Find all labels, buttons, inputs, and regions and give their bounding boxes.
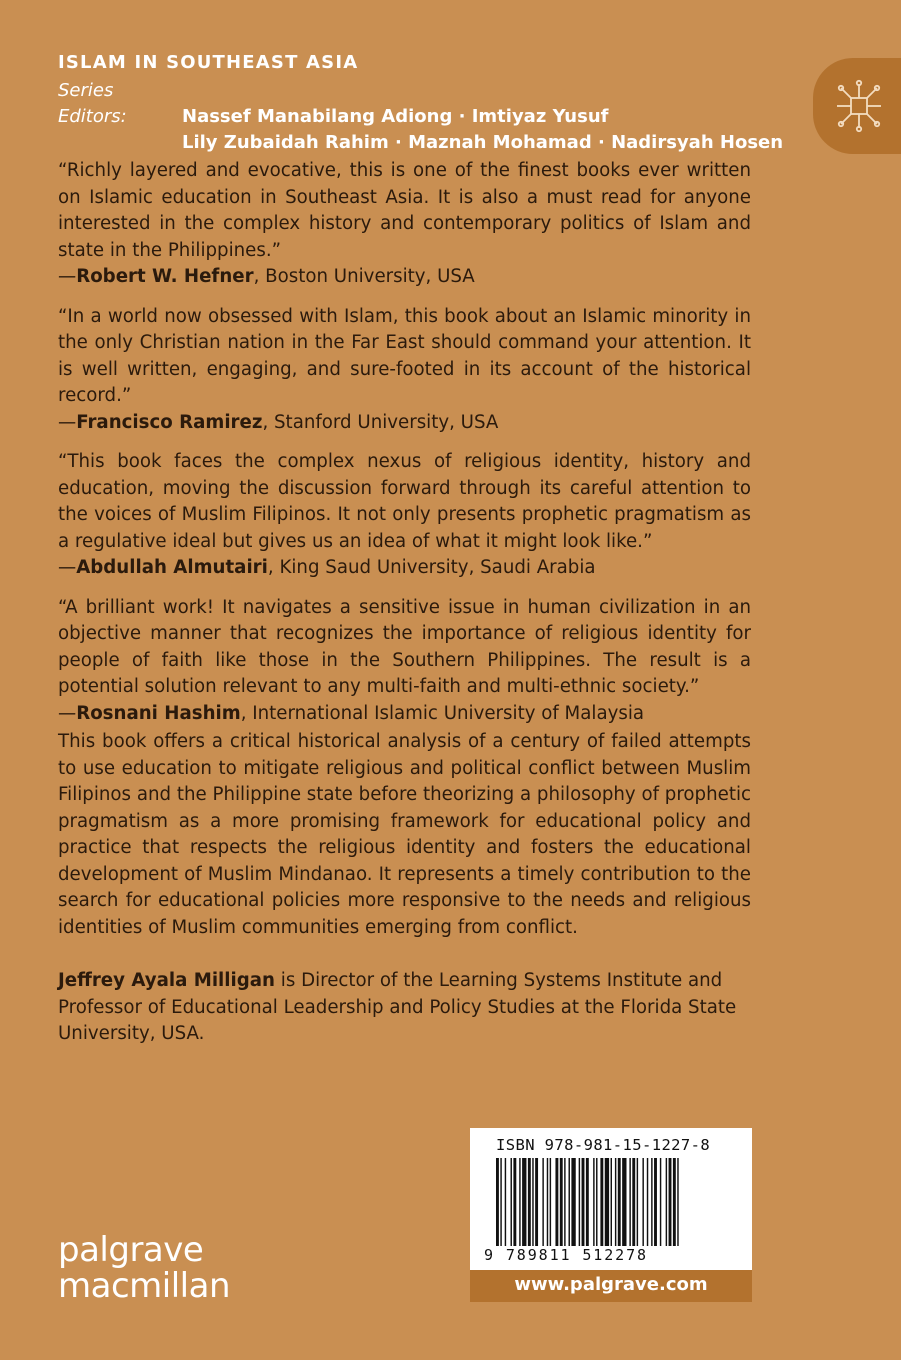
author-name: Jeffrey Ayala Milligan xyxy=(58,970,275,991)
endorser-affiliation: , International Islamic University of Malaysia xyxy=(240,702,645,724)
endorsement-text: “Richly layered and evocative, this is one of the finest books ever written on Islamic education in Southeast Asia. It is also a must read for anyone interested in the complex history and contemporary politics of Islam and state in the Philippines.” xyxy=(58,160,751,261)
endorser-affiliation: , Stanford University, USA xyxy=(262,411,499,433)
endorser-affiliation: , King Saud University, Saudi Arabia xyxy=(267,557,596,578)
palgrave-emblem-badge xyxy=(813,58,901,154)
series-editors-label: Series Editors: xyxy=(58,80,127,127)
endorser-name: Robert W. Hefner xyxy=(76,266,254,287)
endorsement-text: “A brilliant work! It navigates a sensitive issue in human civilization in an objective manner that recognizes the importance of religious identity for people of faith like those in the Southern Philippines. The result is a potential solution relevant to any multi-faith and multi-ethnic society.” xyxy=(58,596,751,697)
endorsement-1 xyxy=(58,158,751,291)
endorser-affiliation: , Boston University, USA xyxy=(253,266,475,287)
barcode-box xyxy=(470,1128,752,1270)
publisher-name-line1: palgrave xyxy=(58,1230,204,1270)
author-bio-text: is Director of the Learning Systems Institute and Professor of Educational Leadership and Policy Studies at the Florida State University, USA. xyxy=(58,970,737,1044)
endorsement-text: “In a world now obsessed with Islam, this book about an Islamic minority in the only Christian nation in the Far East should command your attention. It is well written, engaging, and sure-footed in its account of the historical record.” xyxy=(58,305,751,406)
attribution-dash: — xyxy=(58,411,77,433)
endorsement-attribution xyxy=(58,555,751,582)
book-description: This book offers a critical historical analysis of a century of failed attempts to use education to mitigate religious and political conflict between Muslim Filipinos and the Philippine state before theorizing a philosophy of prophetic pragmatism as a more promising framework for educational policy and practice that respects the religious identity and fosters the educational development of Muslim Mindanao. It represents a timely contribution to the search for educational policies more responsive to the needs and religious identities of Muslim communities emerging from conflict. xyxy=(58,731,751,938)
endorser-name: Abdullah Almutairi xyxy=(76,557,268,578)
series-editors xyxy=(58,78,783,156)
attribution-dash: — xyxy=(58,266,77,287)
endorsement-text: “This book faces the complex nexus of religious identity, history and education, moving the discussion forward through its careful attention to the voices of Muslim Filipinos. It not only presents prophetic pragmatism as a regulative ideal but gives us an idea of what it might look like.” xyxy=(58,451,751,552)
palgrave-emblem-icon xyxy=(833,78,885,134)
publisher-name-line2: macmillan xyxy=(58,1266,230,1306)
endorsement-attribution xyxy=(58,264,751,291)
series-editors-line1 xyxy=(58,78,783,130)
endorser-name: Francisco Ramirez xyxy=(76,411,263,433)
endorsement-4 xyxy=(58,595,751,728)
author-bio xyxy=(58,968,751,1048)
attribution-dash: — xyxy=(58,557,77,578)
endorsement-3 xyxy=(58,449,751,582)
barcode-digits: 9 789811 512278 xyxy=(484,1246,740,1264)
publisher-logo xyxy=(58,1232,230,1304)
endorsement-attribution xyxy=(58,410,751,437)
series-editors-names-1: Nassef Manabilang Adiong · Imtiyaz Yusuf xyxy=(182,106,609,127)
website-url: www.palgrave.com xyxy=(470,1270,752,1302)
endorser-name: Rosnani Hashim xyxy=(76,702,241,724)
attribution-dash: — xyxy=(58,702,77,724)
endorsement-attribution xyxy=(58,701,751,728)
endorsement-2 xyxy=(58,304,751,437)
series-editors-names-2: Lily Zubaidah Rahim · Maznah Mohamad · Nadirsyah Hosen xyxy=(182,132,784,153)
endorsements xyxy=(58,158,751,740)
series-title: ISLAM IN SOUTHEAST ASIA xyxy=(58,52,359,73)
barcode-icon xyxy=(496,1158,728,1254)
isbn-label: ISBN 978-981-15-1227-8 xyxy=(496,1136,711,1154)
